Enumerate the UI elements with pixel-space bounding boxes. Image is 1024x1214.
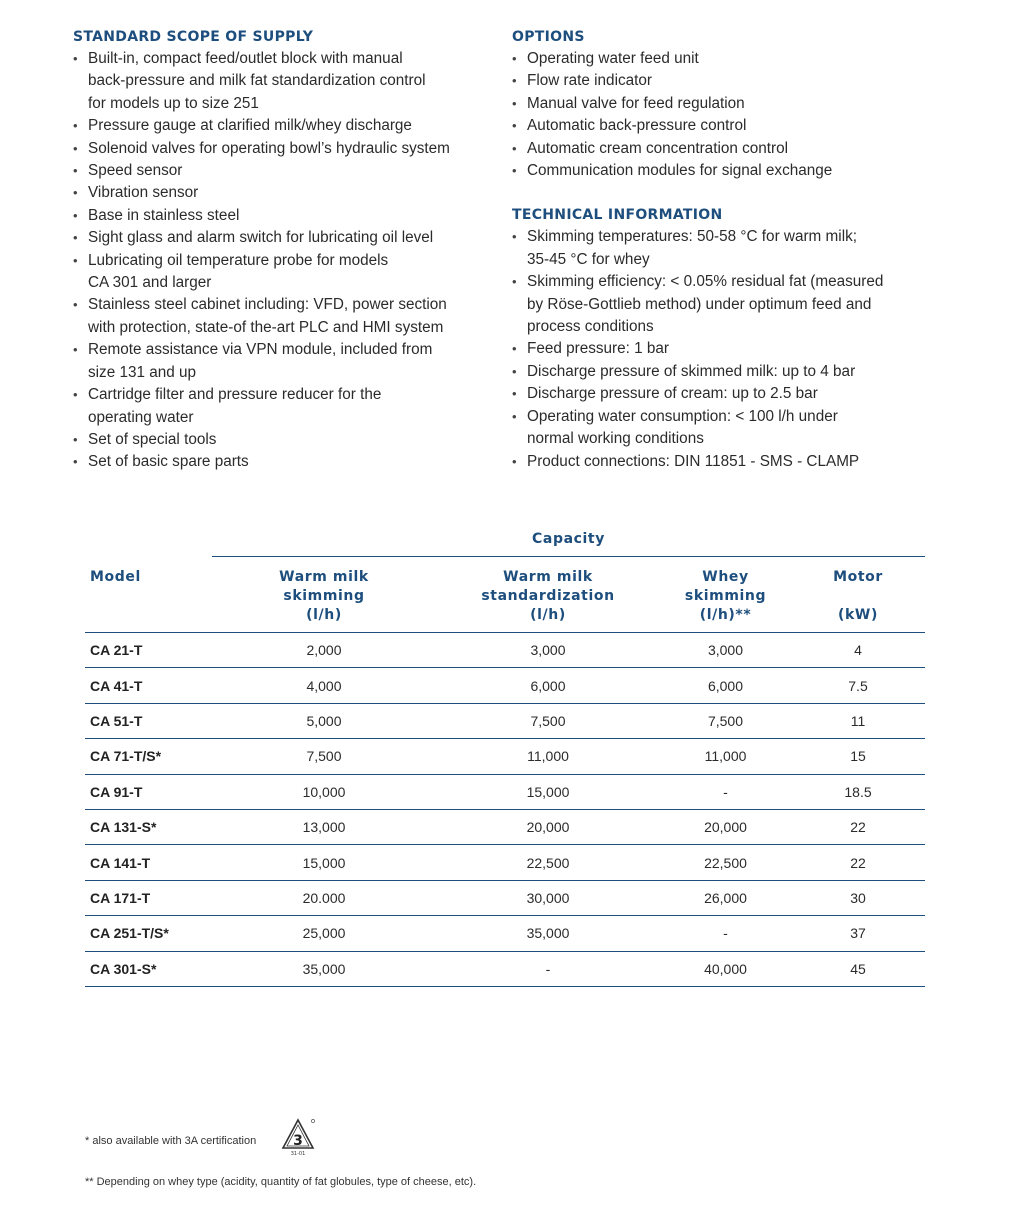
table-row (85, 809, 925, 844)
footnote-whey: ** Depending on whey type (acidity, quantity of fat globules, type of cheese, etc). (85, 1176, 477, 1188)
column-header-line: skimming (283, 588, 365, 604)
list-item-line: normal working conditions (527, 430, 704, 448)
list-item-line: Remote assistance via VPN module, included from (88, 341, 433, 359)
standard-scope-list (73, 48, 498, 474)
list-item-line: Solenoid valves for operating bowl’s hydraulic system (88, 139, 450, 157)
list-item-line: Speed sensor (88, 162, 183, 180)
standard-scope-section (73, 26, 498, 474)
empty-header-cell (85, 522, 212, 557)
section-gap (512, 182, 932, 204)
model-cell: CA 301-S* (85, 951, 212, 986)
value-cell: 4 (791, 633, 925, 668)
list-item (512, 271, 932, 338)
list-item-line: Operating water consumption: < 100 l/h under (527, 407, 838, 425)
list-item (73, 429, 498, 451)
value-cell: 22 (791, 809, 925, 844)
value-cell: 11 (791, 703, 925, 738)
value-cell: 7,500 (436, 703, 660, 738)
column-header (791, 557, 925, 633)
model-cell: CA 21-T (85, 633, 212, 668)
value-cell: 35,000 (212, 951, 436, 986)
column-header (436, 557, 660, 633)
value-cell: 22 (791, 845, 925, 880)
model-cell: CA 91-T (85, 774, 212, 809)
list-item (73, 138, 498, 160)
column-header-line: standardization (481, 588, 615, 604)
list-item-line: Skimming temperatures: 50-58 °C for warm milk; (527, 228, 857, 246)
column-header-line: (l/h)** (699, 607, 752, 623)
value-cell: 22,500 (436, 845, 660, 880)
value-cell: 3,000 (660, 633, 791, 668)
column-header (212, 557, 436, 633)
column-header-line: Model (90, 568, 141, 585)
list-item (512, 361, 932, 383)
table-row (85, 633, 925, 668)
list-item-line: Manual valve for feed regulation (527, 94, 745, 112)
value-cell: 20,000 (436, 809, 660, 844)
column-header-line: (kW) (838, 607, 878, 623)
table-row (85, 739, 925, 774)
column-header-line: skimming (684, 588, 767, 604)
list-item-line: Built-in, compact feed/outlet block with manual (88, 50, 403, 67)
value-cell: 7,500 (212, 739, 436, 774)
list-item (73, 250, 498, 295)
list-item-line: Operating water feed unit (527, 50, 699, 67)
table-row (85, 916, 925, 951)
list-item (73, 160, 498, 182)
technical-list (512, 226, 932, 472)
capacity-label: Capacity (212, 522, 925, 557)
value-cell: 40,000 (660, 951, 791, 986)
list-item (73, 227, 498, 249)
value-cell: 11,000 (660, 739, 791, 774)
table-row (85, 951, 925, 986)
model-cell: CA 171-T (85, 880, 212, 915)
value-cell: - (436, 951, 660, 986)
list-item (73, 294, 498, 339)
list-item-line: for models up to size 251 (88, 94, 259, 112)
logo-mark: 3 (293, 1133, 303, 1149)
list-item-line: Automatic cream concentration control (527, 139, 789, 157)
value-cell: 22,500 (660, 845, 791, 880)
column-header-line: (l/h) (530, 607, 566, 623)
value-cell: 4,000 (212, 668, 436, 703)
list-item-line: process conditions (527, 318, 654, 336)
value-cell: - (660, 916, 791, 951)
value-cell: 10,000 (212, 774, 436, 809)
standard-scope-title: STANDARD SCOPE OF SUPPLY (73, 29, 314, 45)
model-cell: CA 251-T/S* (85, 916, 212, 951)
table-row (85, 703, 925, 738)
column-header-row (85, 557, 925, 633)
list-item (512, 70, 932, 92)
list-item (512, 383, 932, 405)
list-item-line: Product connections: DIN 11851 - SMS - CLAMP (527, 452, 860, 470)
list-item-line: by Röse-Gottlieb method) under optimum feed and (527, 295, 872, 313)
value-cell: 13,000 (212, 809, 436, 844)
list-item (73, 451, 498, 473)
value-cell: 37 (791, 916, 925, 951)
list-item (512, 115, 932, 137)
list-item-line: Skimming efficiency: < 0.05% residual fat (measured (527, 273, 884, 291)
list-item-line: Sight glass and alarm switch for lubricating oil level (88, 229, 434, 247)
value-cell: 26,000 (660, 880, 791, 915)
model-cell: CA 51-T (85, 703, 212, 738)
table-row (85, 880, 925, 915)
value-cell: 35,000 (436, 916, 660, 951)
value-cell: 30 (791, 880, 925, 915)
value-cell: 6,000 (436, 668, 660, 703)
value-cell: 30,000 (436, 880, 660, 915)
model-cell: CA 41-T (85, 668, 212, 703)
right-column (512, 26, 932, 473)
model-cell: CA 141-T (85, 845, 212, 880)
list-item-line: Vibration sensor (88, 184, 199, 202)
list-item (512, 138, 932, 160)
table-row (85, 774, 925, 809)
list-item (73, 384, 498, 429)
list-item-line: Communication modules for signal exchange (527, 162, 833, 180)
column-header-line: Warm milk (503, 569, 593, 585)
options-title: OPTIONS (512, 29, 585, 45)
value-cell: 6,000 (660, 668, 791, 703)
list-item-line: Pressure gauge at clarified milk/whey discharge (88, 117, 412, 135)
list-item (512, 226, 932, 271)
list-item-line: Discharge pressure of skimmed milk: up to 4 bar (527, 362, 856, 380)
list-item (73, 182, 498, 204)
column-header-line: (l/h) (306, 607, 342, 623)
model-cell: CA 131-S* (85, 809, 212, 844)
value-cell: 11,000 (436, 739, 660, 774)
table-body (85, 633, 925, 987)
list-item (512, 406, 932, 451)
value-cell: 15 (791, 739, 925, 774)
value-cell: - (660, 774, 791, 809)
list-item-line: Set of special tools (88, 430, 217, 448)
list-item-line: Set of basic spare parts (88, 453, 249, 471)
list-item-line: size 131 and up (88, 363, 197, 381)
value-cell: 20.000 (212, 880, 436, 915)
list-item-line: Cartridge filter and pressure reducer for the (88, 386, 382, 404)
value-cell: 7,500 (660, 703, 791, 738)
list-item (512, 338, 932, 360)
list-item (512, 93, 932, 115)
list-item-line: Discharge pressure of cream: up to 2.5 bar (527, 385, 818, 403)
list-item (73, 48, 498, 115)
footnote-3a: * also available with 3A certification (85, 1135, 257, 1147)
list-item (512, 451, 932, 473)
list-item (73, 205, 498, 227)
column-header (85, 557, 212, 633)
list-item (512, 160, 932, 182)
list-item-line: Lubricating oil temperature probe for models (88, 251, 389, 269)
list-item-line: 35-45 °C for whey (527, 250, 650, 268)
value-cell: 18.5 (791, 774, 925, 809)
column-header (660, 557, 791, 633)
value-cell: 5,000 (212, 703, 436, 738)
table-row (85, 668, 925, 703)
value-cell: 15,000 (436, 774, 660, 809)
list-item-line: back-pressure and milk fat standardization control (88, 72, 426, 90)
column-header-line: Whey (702, 569, 749, 585)
list-item-line: Stainless steel cabinet including: VFD, power section (88, 296, 447, 314)
value-cell: 2,000 (212, 633, 436, 668)
options-list (512, 48, 932, 182)
value-cell: 15,000 (212, 845, 436, 880)
column-header-line: Motor (833, 569, 883, 585)
list-item (512, 48, 932, 70)
capacity-header-row (85, 522, 925, 557)
list-item-line: with protection, state-of the-art PLC and HMI system (88, 318, 444, 336)
column-header-line (791, 587, 925, 606)
list-item-line: Flow rate indicator (527, 72, 652, 90)
list-item (73, 339, 498, 384)
list-item-line: operating water (88, 408, 194, 426)
column-header-line: Warm milk (279, 569, 369, 585)
value-cell: 3,000 (436, 633, 660, 668)
list-item-line: Base in stainless steel (88, 206, 240, 224)
list-item-line: Feed pressure: 1 bar (527, 340, 669, 358)
value-cell: 45 (791, 951, 925, 986)
capacity-table (85, 522, 925, 987)
value-cell: 20,000 (660, 809, 791, 844)
value-cell: 25,000 (212, 916, 436, 951)
list-item-line: CA 301 and larger (88, 274, 212, 292)
logo-caption: 31-01 (290, 1151, 306, 1157)
technical-title: TECHNICAL INFORMATION (512, 207, 723, 224)
list-item (73, 115, 498, 137)
model-cell: CA 71-T/S* (85, 739, 212, 774)
value-cell: 7.5 (791, 668, 925, 703)
table-row (85, 845, 925, 880)
3a-certification-logo-icon (280, 1118, 316, 1158)
list-item-line: Automatic back-pressure control (527, 117, 747, 135)
